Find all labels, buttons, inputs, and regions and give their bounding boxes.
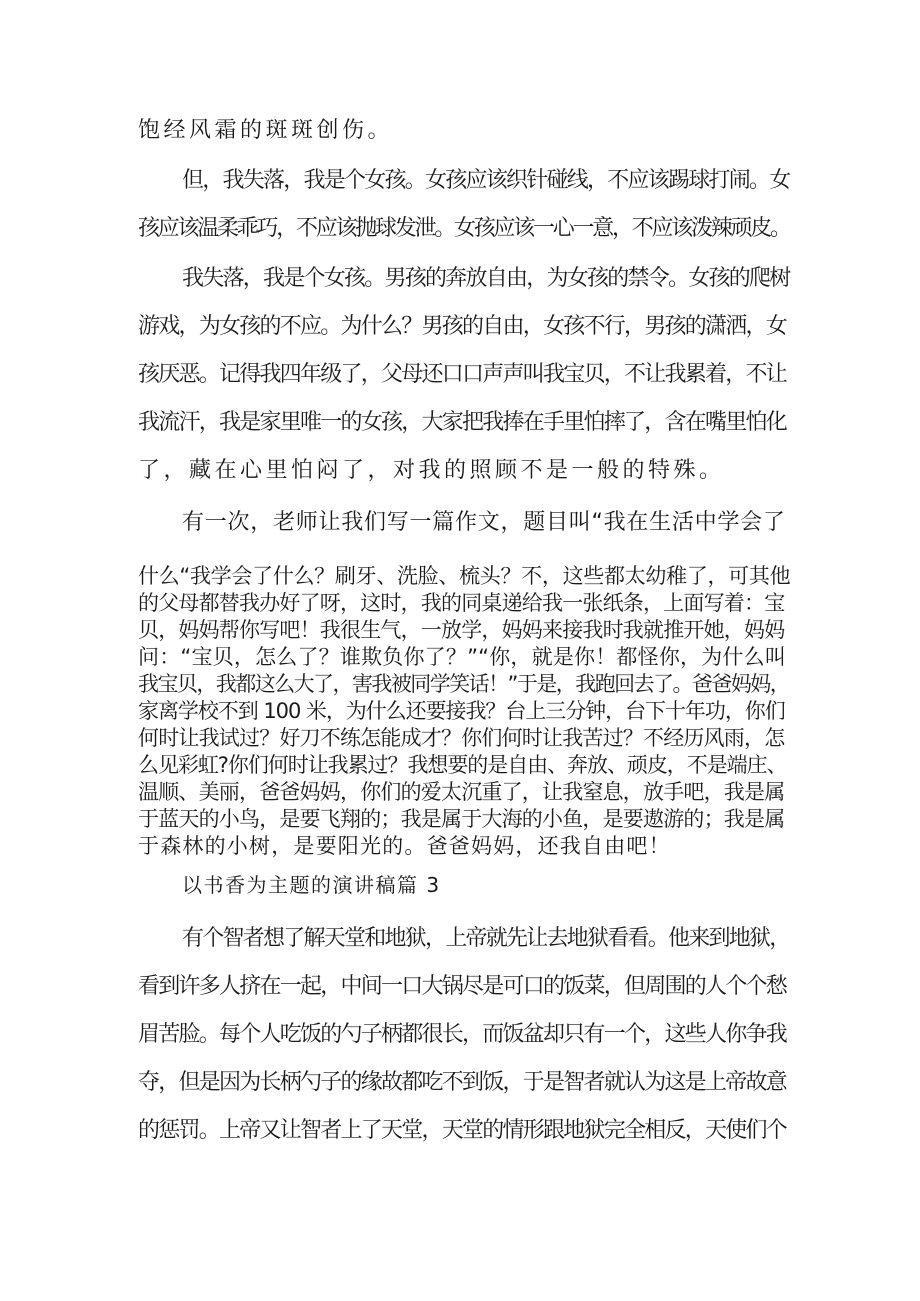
text-line: 孩厌恶。记得我四年级了，父母还口口声声叫我宝贝，不让我累着，不让 [138,362,787,387]
text-line: 游戏，为女孩的不应。为什么？男孩的自由，女孩不行，男孩的潇洒，女 [138,314,787,339]
section-heading: 以书香为主题的演讲稿篇 3 [182,873,441,897]
text-line: 贝，妈妈帮你写吧！我很生气，一放学，妈妈来接我时我就推开她，妈妈 [138,618,785,642]
text-line: 家离学校不到 100 米，为什么还要接我？台上三分钟，台下十年功，你们 [138,699,785,723]
text-line: 问：“宝贝，怎么了？谁欺负你了？”“你，就是你！都怪你，为什么叫 [138,645,787,669]
text-line: 温顺、美丽，爸爸妈妈，你们的爱太沉重了，让我窒息，放手吧，我是属 [138,780,785,804]
text-line: 于蓝天的小鸟，是要飞翔的；我是属于大海的小鱼，是要遨游的；我是属 [138,807,785,831]
text-line: 看到许多人挤在一起，中间一口大锅尽是可口的饭菜，但周围的人个个愁 [138,974,787,999]
text-line: 的惩罚。上帝又让智者上了天堂，天堂的情形跟地狱完全相反，天使们个 [138,1118,787,1143]
text-line: 了，藏在心里怕闷了，对我的照顾不是一般的特殊。 [138,458,725,483]
text-line: 我流汗，我是家里唯一的女孩，大家把我捧在手里怕摔了，含在嘴里怕化 [138,410,787,435]
text-line: 何时让我试过？好刀不练怎能成才？你们何时让我苦过？不经历风雨，怎 [138,726,785,750]
text-line: 夺，但是因为长柄勺子的缘故都吃不到饭，于是智者就认为这是上帝故意 [138,1070,787,1095]
text-line: 但，我失落，我是个女孩。女孩应该织针碰线，不应该踢球打闹。女 [182,168,790,193]
text-line: 什么“我学会了什么？刷牙、洗脸、梳头？不，这些都太幼稚了，可其他 [138,564,791,588]
text-line: 于森林的小树，是要阳光的。爸爸妈妈，还我自由吧！ [138,834,671,858]
text-line: 我宝贝，我都这么大了，害我被同学笑话！”于是，我跑回去了。爸爸妈妈， [138,672,790,696]
text-line: 孩应该温柔乖巧，不应该抛球发泄。女孩应该一心一意，不应该泼辣顽皮。 [138,216,790,241]
text-line: 么见彩虹?你们何时让我累过？我想要的是自由、奔放、顽皮，不是端庄、 [138,753,787,777]
text-line: 眉苦脸。每个人吃饭的勺子柄都很长，而饭盆却只有一个，这些人你争我 [138,1022,787,1047]
text-line: 有一次，老师让我们写一篇作文，题目叫“我在生活中学会了 [182,510,786,535]
text-line: 有个智者想了解天堂和地狱，上帝就先让去地狱看看。他来到地狱， [182,926,790,951]
text-line: 我失落，我是个女孩。男孩的奔放自由，为女孩的禁令。女孩的爬树 [182,266,790,291]
text-line: 饱经风霜的斑斑创伤。 [138,118,394,143]
text-line: 的父母都替我办好了呀，这时，我的同桌递给我一张纸条，上面写着：宝 [138,591,785,615]
